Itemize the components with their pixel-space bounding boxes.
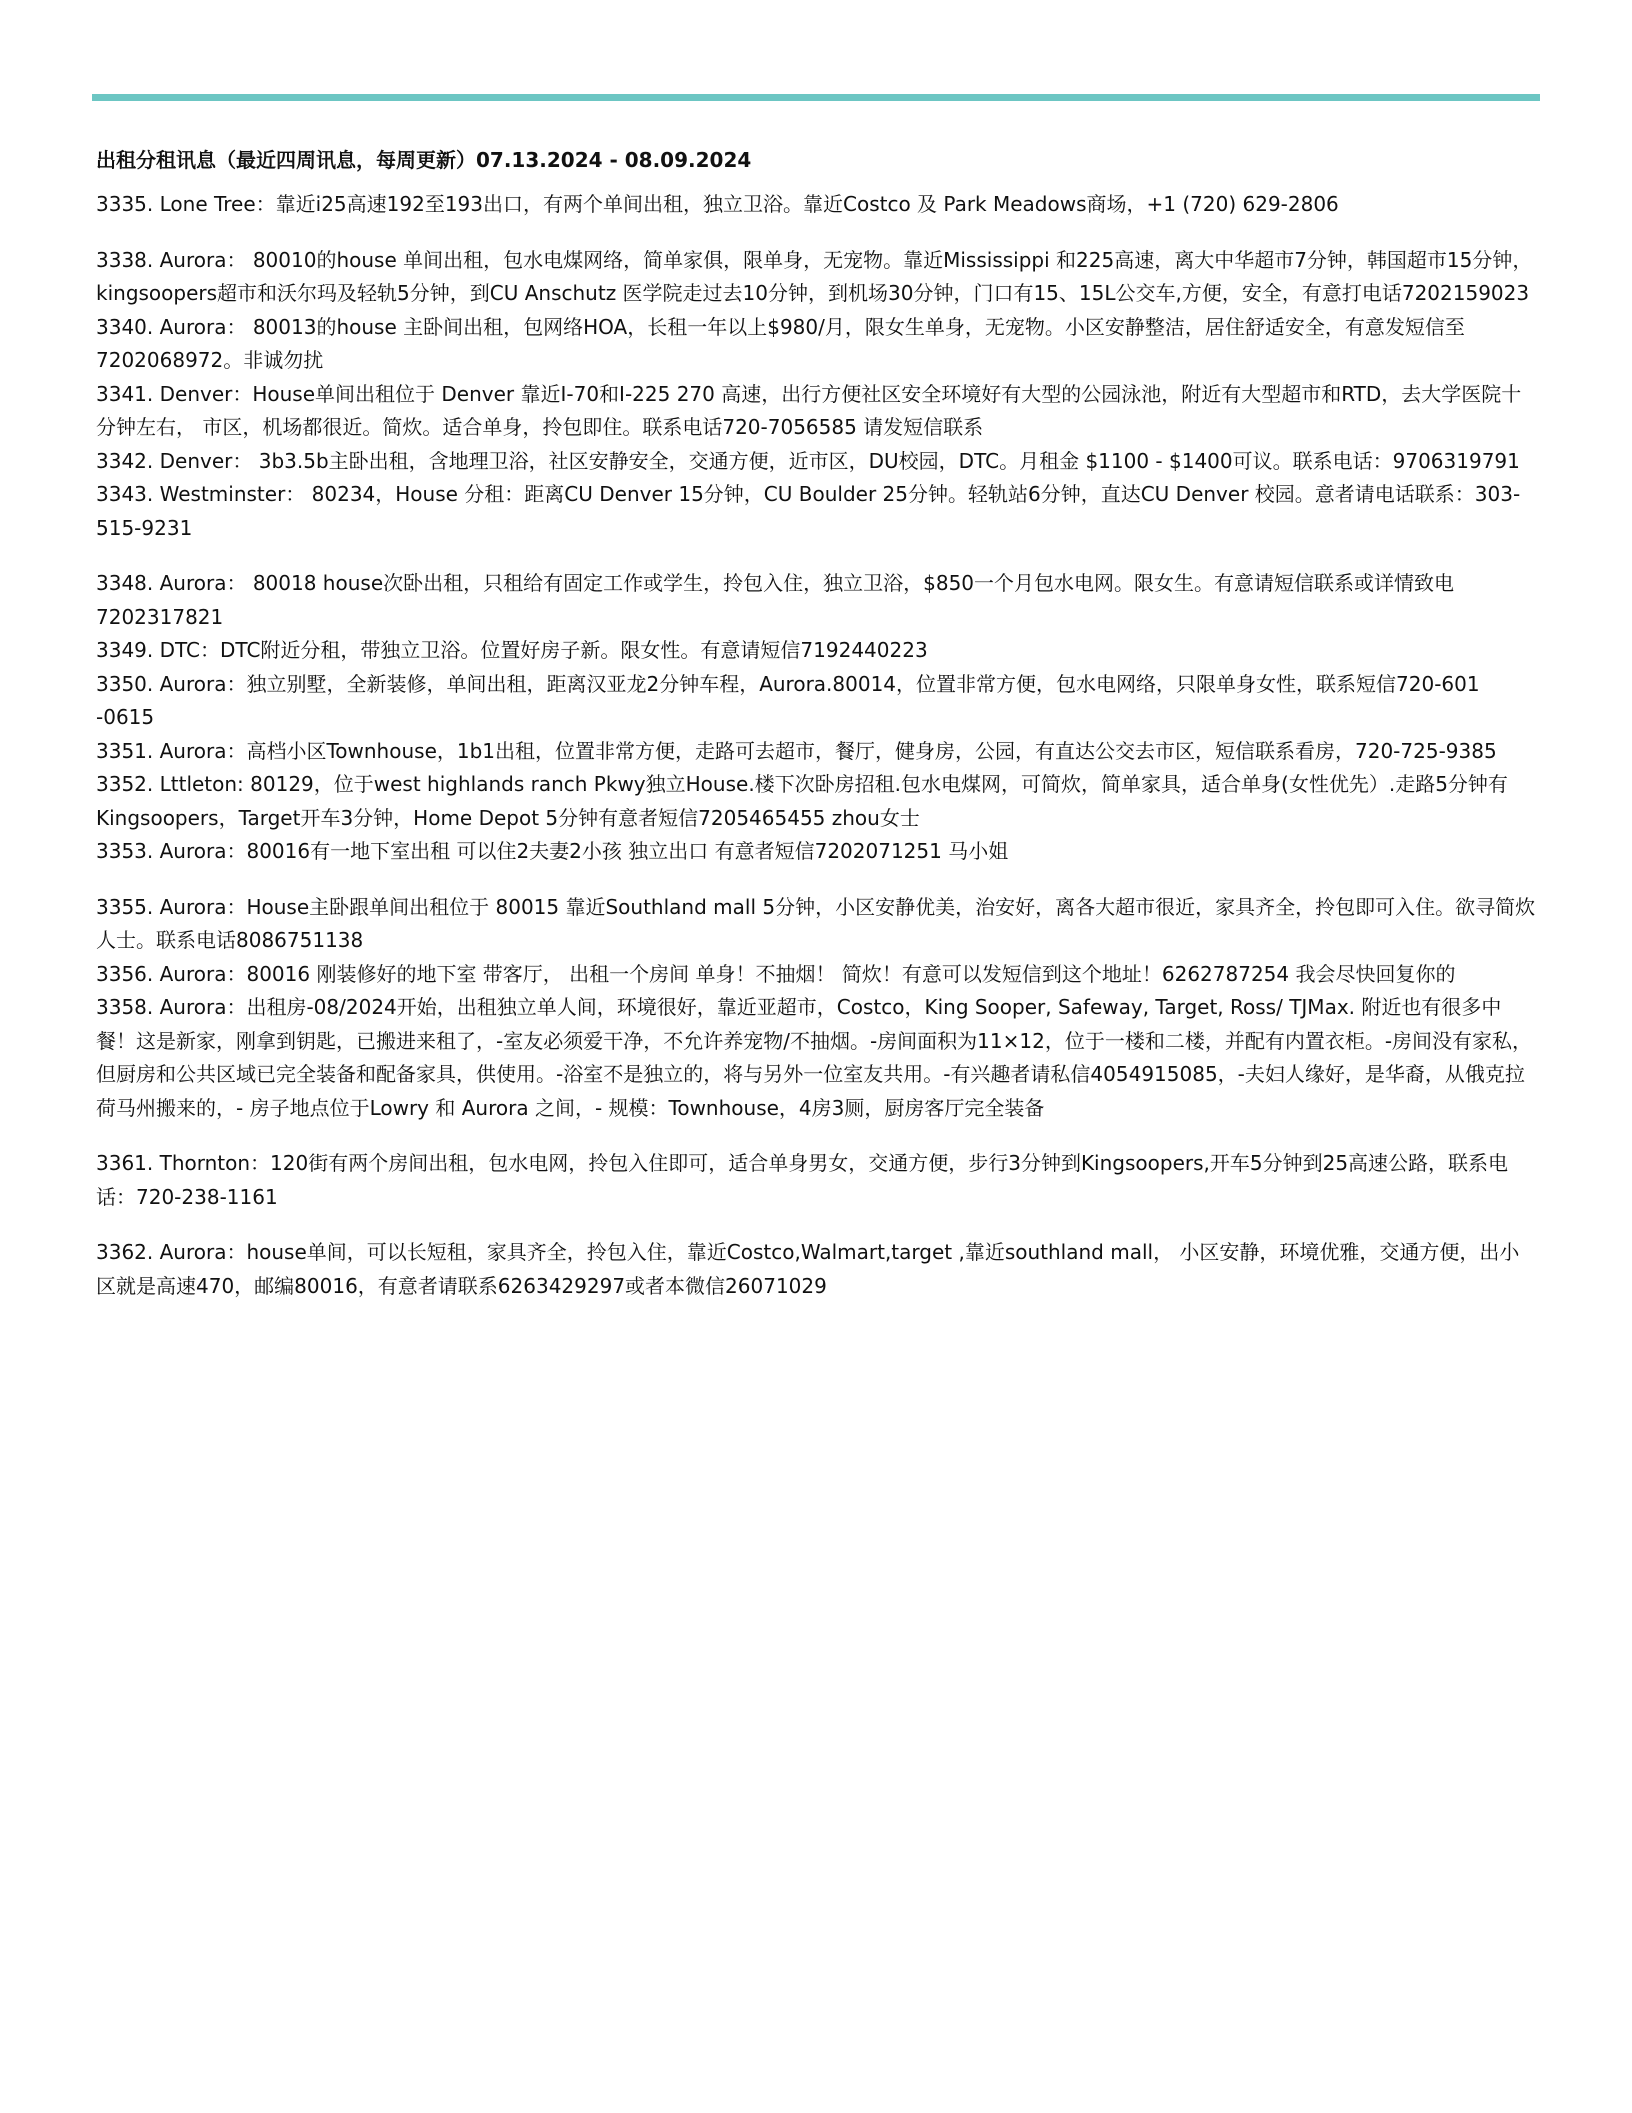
listing-item: 3340. Aurora： 80013的house 主卧间出租，包网络HOA，长租一年以上$980/月，限女生单身，无宠物。小区安静整洁，居住舒适安全，有意发短信至7202068972。非诚勿扰 <box>96 314 1465 372</box>
listing-item: 3335. Lone Tree：靠近i25高速192至193出口，有两个单间出租，独立卫浴。靠近Costco 及 Park Meadows商场，+1 (720) 629-2806 <box>96 192 1339 216</box>
listing-item: 3350. Aurora：独立别墅，全新装修，单间出租，距离汉亚龙2分钟车程，Aurora.80014，位置非常方便，包水电网络，只限单身女性，联系短信720-601 -0615 <box>96 671 1480 729</box>
listing-item: 3362. Aurora：house单间，可以长短租，家具齐全，拎包入住，靠近Costco,Walmart,target ,靠近southland mall， 小区安静，环境优雅，交通方便，出小区就是高速470，邮编80016，有意者请联系6263429297或者本微信26071029 <box>96 1240 1520 1298</box>
listing-item: 3351. Aurora：高档小区Townhouse，1b1出租，位置非常方便，走路可去超市，餐厅，健身房，公园，有直达公交去市区，短信联系看房，720-725-9385 <box>96 738 1497 763</box>
listing-item: 3343. Westminster： 80234，House 分租：距离CU Denver 15分钟，CU Boulder 25分钟。轻轨站6分钟，直达CU Denver 校园。意者请电话联系：303-515-9231 <box>96 482 1521 540</box>
listing-item: 3356. Aurora：80016 刚装修好的地下室 带客厅， 出租一个房间 单身！不抽烟！ 简炊！有意可以发短信到这个地址！6262787254 我会尽快回复你的 <box>96 961 1456 986</box>
listing-item: 3341. Denver：House单间出租位于 Denver 靠近I-70和I-225 270 高速，出行方便社区安全环境好有大型的公园泳池，附近有大型超市和RTD，去大学医院十分钟左右， 市区，机场都很近。简炊。适合单身，拎包即住。联系电话720-7056585 请发短信联系 <box>96 381 1522 439</box>
listing-item: 3352. Lttleton: 80129，位于west highlands ranch Pkwy独立House.楼下次卧房招租.包水电煤网，可简炊，简单家具，适合单身(女性优先）.走路5分钟有Kingsoopers，Target开车3分钟，Home Depot 5分钟有意者短信7205465455 zhou女士 <box>96 772 1508 830</box>
listing-list <box>96 188 1536 1303</box>
listing-item: 3353. Aurora：80016有一地下室出租 可以住2夫妻2小孩 独立出口 有意者短信7202071251 马小姐 <box>96 839 1009 863</box>
listing-item: 3348. Aurora： 80018 house次卧出租，只租给有固定工作或学生，拎包入住，独立卫浴，$850一个月包水电网。限女生。有意请短信联系或详情致电7202317821 <box>96 571 1455 629</box>
listing-item: 3342. Denver： 3b3.5b主卧出租，含地理卫浴，社区安静安全，交通方便，近市区，DU校园，DTC。月租金 $1100 - $1400可议。联系电话：9706319791 <box>96 448 1520 473</box>
listing-item: 3349. DTC：DTC附近分租，带独立卫浴。位置好房子新。限女性。有意请短信7192440223 <box>96 638 928 662</box>
listing-item: 3358. Aurora：出租房-08/2024开始，出租独立单人间，环境很好，靠近亚超市，Costco，King Sooper, Safeway, Target, Ross/ TJMax. 附近也有很多中餐！这是新家，刚拿到钥匙，已搬进来租了，-室友必须爱干净，不允许养宠物/不抽烟。-房间面积为11×12，位于一楼和二楼，并配有内置衣柜。-房间没有家私，但厨房和公共区域已完全装备和配备家具，供使用。-浴室不是独立的，将与另外一位室友共用。-有兴趣者请私信4054915085，-夫妇人缘好，是华裔，从俄克拉荷马州搬来的，- 房子地点位于Lowry 和 Aurora 之间，- 规模：Townhouse，4房3厕，厨房客厅完全装备 <box>96 995 1533 1120</box>
page-title: 出租分租讯息（最近四周讯息，每周更新）07.13.2024 - 08.09.2024 <box>96 148 752 172</box>
listing-item: 3338. Aurora： 80010的house 单间出租，包水电煤网络，简单家俱，限单身，无宠物。靠近Mississippi 和225高速，离大中华超市7分钟，韩国超市15分钟，kingsoopers超市和沃尔玛及轻轨5分钟，到CU Anschutz 医学院走过去10分钟，到机场30分钟，门口有15、15L公交车,方便，安全，有意打电话7202159023 <box>96 247 1533 305</box>
top-accent-rule <box>92 94 1540 101</box>
listing-item: 3361. Thornton：120街有两个房间出租，包水电网，拎包入住即可，适合单身男女，交通方便，步行3分钟到Kingsoopers,开车5分钟到25高速公路，联系电话：720-238-1161 <box>96 1151 1509 1209</box>
listing-item: 3355. Aurora：House主卧跟单间出租位于 80015 靠近Southland mall 5分钟，小区安静优美，治安好，离各大超市很近，家具齐全，拎包即可入住。欲寻简炊人士。联系电话8086751138 <box>96 894 1536 952</box>
document-body <box>96 146 1536 1303</box>
